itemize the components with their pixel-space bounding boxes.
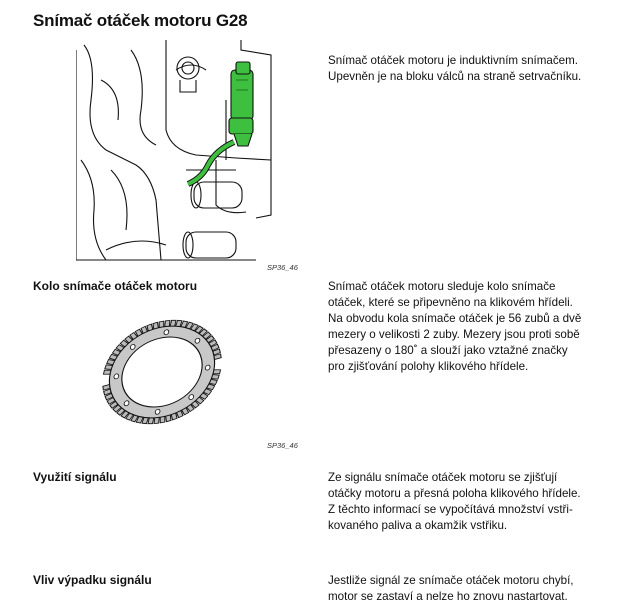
page-title: Snímač otáček motoru G28: [33, 11, 248, 30]
speed-sensor-icon: [188, 62, 253, 184]
sensor-wheel-illustration: [102, 296, 222, 448]
text-line: Upevněn je na bloku válců na straně setrvačníku.: [328, 70, 582, 83]
sensor-description: [328, 53, 610, 85]
signal-use-description: [328, 470, 610, 534]
text-line: kovaného paliva a okamžik vstřiku.: [328, 519, 508, 532]
text-line: motor se zastaví a nelze ho znovu nastartovat.: [328, 590, 568, 603]
section-heading-sensor-wheel: Kolo snímače otáček motoru: [33, 279, 198, 293]
text-line: přesazeny o 180˚ a slouží jako vztažné značky: [328, 344, 568, 357]
sensor-wheel-description: [328, 279, 610, 375]
text-line: otáček, které se připevněno na klikovém hřídeli.: [328, 296, 573, 309]
text-line: Na obvodu kola snímače otáček je 56 zubů a dvě: [328, 312, 582, 325]
text-line: Snímač otáček motoru sleduje kolo snímače: [328, 280, 556, 293]
text-line: pro zjišťování polohy klikového hřídele.: [328, 360, 529, 373]
text-line: mezery o velikosti 2 zuby. Mezery jsou proti sobě: [328, 328, 580, 341]
text-line: Snímač otáček motoru je induktivním snímačem.: [328, 54, 579, 67]
engine-sensor-illustration: [76, 40, 276, 265]
section-heading-signal-failure: Vliv výpadku signálu: [33, 573, 152, 587]
signal-failure-description: [328, 573, 610, 605]
section-heading-signal-use: Využití signálu: [33, 470, 117, 484]
text-line: otáčky motoru a přesná poloha klikového hřídele.: [328, 487, 581, 500]
text-line: Z těchto informací se vypočítává množství vstři-: [328, 503, 573, 516]
text-line: Jestliže signál ze snímače otáček motoru chybí,: [328, 574, 574, 587]
figure-caption-1: SP36_46: [267, 263, 298, 272]
figure-caption-2: SP36_46: [267, 441, 298, 450]
text-line: Ze signálu snímače otáček motoru se zjišťují: [328, 471, 558, 484]
